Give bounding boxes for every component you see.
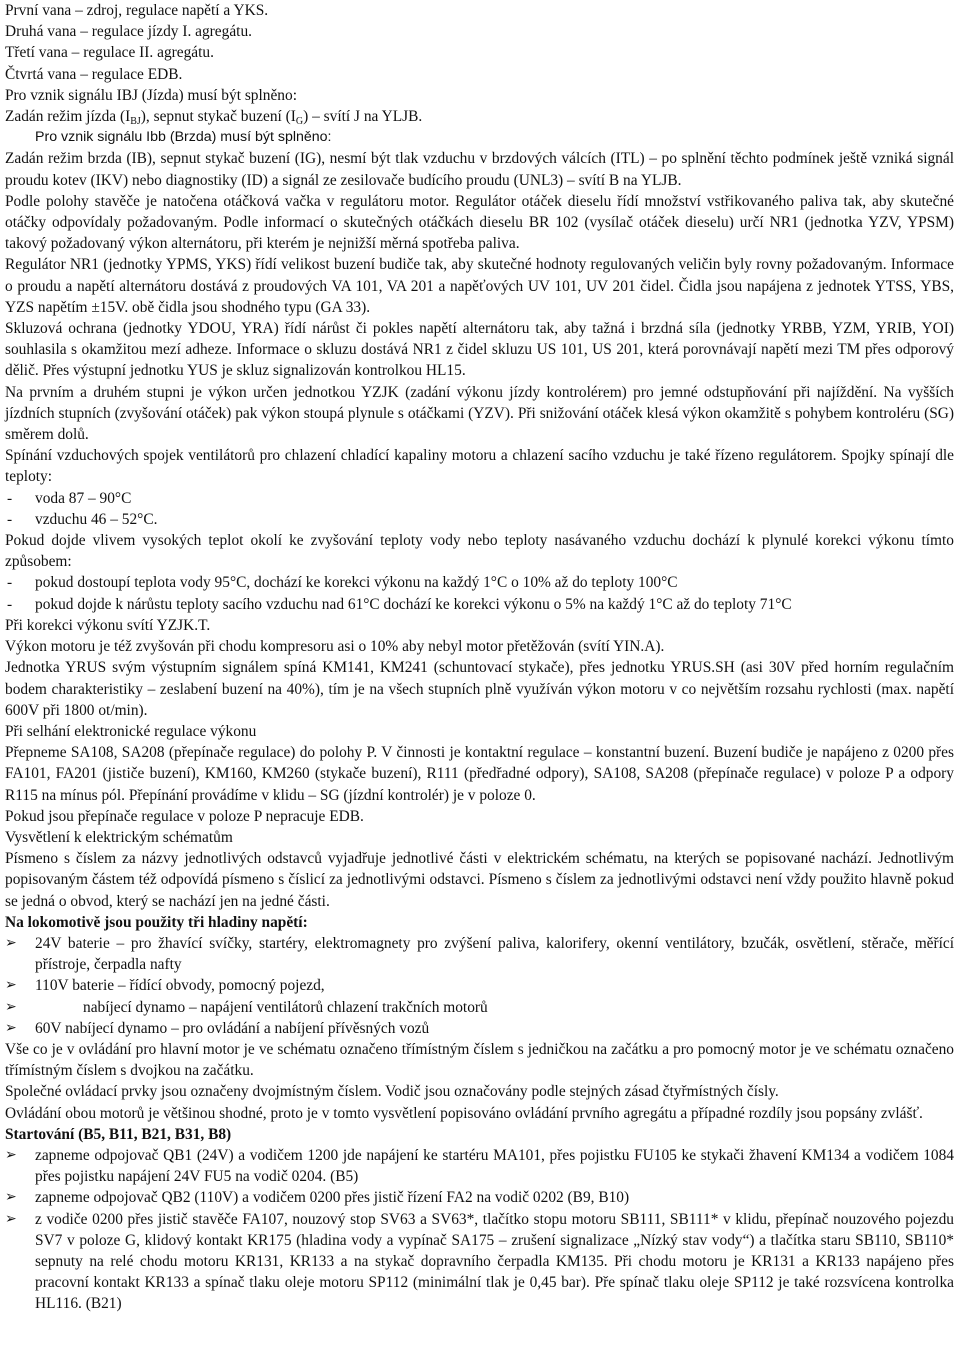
list-item: ➢ zapneme odpojovač QB1 (24V) a vodičem 1200 jde napájení ke startéru MA101, přes pojistku FU105 ke stykači žhavení KM134 a vodičem 1084 přes pojistku napájení 24V FU5 na vodič 0204. (B5) [5,1146,954,1186]
para-stupne: Na prvním a druhém stupni je výkon určen jednotkou YZJK (zadání výkonu jízdy kontrolérem) pro jemné odstupňování při najíždění. Na vyšších jízdních stupních (zvyšování otáček) pak výkon stoupá plynule s otáčkami (YZV). Při snižování otáček klesá výkon okamžitě s pohybem kontroléru (SG) směrem dolů. [5,383,954,444]
arrow-bullet-icon: ➢ [5,1020,17,1036]
para-brzda: Zadán režim brzda (IB), sepnut stykač buzení (IG), nesmí být tlak vzduchu v brzdových válcích (ITL) – po splnění těchto podmínek ještě vzniká signál proudu kotev (IKV) nebo diagnostiky (ID) a signál ze zesilovače budícího proudu (UNL3) – svítí B na YLJB. [5,150,954,189]
arrow-bullet-icon: ➢ [5,1190,17,1206]
line-treti-vana: Třetí vana – regulace II. agregátu. [5,44,214,62]
list-item: ➢ 110V baterie – řídící obvody, pomocný pojezd, [5,975,954,996]
arrow-bullet-icon: ➢ [5,1211,17,1227]
para-skluz: Skluzová ochrana (jednotky YDOU, YRA) řídí nárůst či pokles napětí alternátoru tak, aby tažná i brzdná síla (jednotky YRBB, YZM, YRIB, YOI) souhlasila s okamžitou mezí adheze. Informace o skluzu dostává NR1 z čidel skluzu US 101, US 201, která porovnávají napětí mezi TM přes odporový dělič. Přes výstupní jednotku YUS je skluz signalizován kontrolkou HL15. [5,320,954,380]
line-ctvrta-vana: Čtvrtá vana – regulace EDB. [5,65,183,83]
para-regulator: Podle polohy stavěče je natočena otáčková vačka v regulátoru motor. Regulátor otáček dieselu řídí množství vstřikovaného paliva tak, aby skutečné otáčky odpovídaly požadovaným. Podle informací o skutečných otáčkách dieselu BR 102 (vysílač otáček dieselu) určí NR1 (jednotka YZV, YPSM) takový požadovaný výkon alternátoru, při kterém je nejnižší měrná spotřeba paliva. [5,192,954,253]
arrow-bullet-icon: ➢ [5,935,17,951]
line-signal-ibj: Pro vznik signálu IBJ (Jízda) musí být splněno: [5,86,297,104]
line-kompresor: Výkon motoru je též zvyšován při chodu kompresoru asi o 10% aby nebyl motor přetěžován (svítí YIN.A). [5,638,665,656]
line-rezim-jizda: Zadán režim jízda $(I_{BJ})$, sepnut stykač buzení $(I_G)$ – svítí J na YLJB. [5,108,423,128]
list-item: - pokud dostoupí teplota vody 95°C, dochází ke korekci výkonu na každý 1°C o 10% až do teploty 100°C [7,574,678,592]
para-spojky: Spínání vzduchových spojek ventilátorů pro chlazení chladící kapaliny motoru a chlazení sacího vzduchu je také řízeno regulátorem. Spojky spínají dle teploty: [5,447,954,486]
heading-startovani: Startování (B5, B11, B21, B31, B8) [5,1125,232,1143]
line-signal-ibb: Pro vznik signálu Ibb (Brzda) musí být splněno: [35,129,332,146]
list-item: - voda 87 – 90°C [7,489,132,507]
list-item: ➢ z vodiče 0200 přes jistič stavěče FA107, nouzový stop SV63 a SV63*, tlačítko stopu motoru SB111, SB111* v klidu, přepínač nouzového pojezdu SV7 v poloze G, klidový kontakt KR175 (hladina vody a vypínač SA175 – zrušení signalizace „Nízký stav vody“) a tlačítka staru SB110, SB110* sepnuty na relé chodu motoru KR131, KR133 a na stykač dopravního čerpadla KM135. Při chodu motoru je KR131 a KR133 napájeno přes pracovní kontakt KR133 a spínač tlaku oleje motoru SP112 (minimální tlak je 0,45 bar). Pře spínač tlaku oleje SP112 je také rozsvícena kontrolka HL116. (B21) [5,1210,954,1313]
line-spolecne: Společné ovládací prvky jsou označeny dvojmístným číslem. Vodič jsou označovány podle stejných zásad čtyřmístných čísly. [5,1083,779,1101]
line-druha-vana: Druhá vana – regulace jízdy I. agregátu. [5,23,252,41]
line-prvni-vana: První vana – zdroj, regulace napětí a YKS. [5,2,269,19]
para-prepneme: Přepneme SA108, SA208 (přepínače regulace) do polohy P. V činnosti je kontaktní regulace – konstantní buzení. Buzení budiče je napájeno z 0200 přes FA101, FA201 (jističe buzení), KM160, KM260 (stykače buzení), R111 (předřadné odpory), SA108, SA208 (přepínače regulace) v poloze P a odpory R115 na mínus pól. Přepínání provádíme v klidu – SG (jízdní kontrolér) je v poloze 0. [5,744,954,804]
list-item: ➢ zapneme odpojovač QB2 (110V) a vodičem 0200 přes jistič řízení FA2 na vodič 0202 (B9, B10) [5,1187,954,1208]
para-nr1: Regulátor NR1 (jednotky YPMS, YKS) řídí velikost buzení budiče tak, aby skutečné hodnoty regulovaných veličin byly rovny požadovaným. Informace o proudu a napětí alternátoru dostává z proudových VA 101, VA 201 a napěťových UV 101, UV 201 čidel. Čidla jsou napájena z jednotek YTSS, YBS, YZS napětím ±15V. obě čidla jsou shodného typu (GA 33). [5,256,954,316]
para-teploty: Pokud dojde vlivem vysokých teplot okolí ke zvyšování teploty vody nebo teploty nasávaného vzduchu dochází k plynulé korekci výkonu tímto způsobem: [5,532,954,571]
para-pismeno: Písmeno s číslem za názvy jednotlivých odstavců vyjadřuje jednotlivé části v elektrickém schématu, na kterých se popisované nachází. Jednotlivým popisovaným částem též odpovídá písmeno s číslicí za jednotlivými odstavci. Písmeno s číslem za jednotlivými odstavci není vždy použito hlavně pokud se jedná o obvod, který se nachází jen na jedné části. [5,850,954,910]
line-yzjkt: Při korekci výkonu svítí YZJK.T. [5,616,211,634]
list-item: - pokud dojde k nárůstu teploty sacího vzduchu nad 61°C dochází ke korekci výkonu o 5% na každý 1°C až do teploty 71°C [7,595,792,613]
line-edb: Pokud jsou přepínače regulace v poloze P nepracuje EDB. [5,807,364,825]
list-item: ➢ nabíjecí dynamo – napájení ventilátorů chlazení trakčních motorů [5,997,954,1018]
line-selhani: Při selhání elektronické regulace výkonu [5,722,257,740]
line-vysvetleni: Vysvětlení k elektrickým schématům [5,828,233,846]
heading-hladiny: Na lokomotivě jsou použity tři hladiny napětí: [5,913,308,931]
list-item: ➢ 60V nabíjecí dynamo – pro ovládání a nabíjení přívěsných vozů [5,1018,954,1039]
para-ovladani: Vše co je v ovládání pro hlavní motor je ve schématu označeno třímístným číslem s jedničkou na začátku a pro pomocný motor je ve schématu označeno třímístným číslem s dvojkou na začátku. [5,1040,954,1080]
list-item: ➢ 24V baterie – pro žhavící svíčky, startéry, elektromagnety pro zvýšení paliva, kalorifery, okenní ventilátory, bzučák, osvětlení, stěrače, měřící přístroje, čerpadla nafty [5,934,954,974]
arrow-bullet-icon: ➢ [5,1147,17,1163]
arrow-bullet-icon: ➢ [5,978,17,994]
arrow-bullet-icon: ➢ [5,999,17,1015]
para-yrus: Jednotka YRUS svým výstupním signálem spíná KM141, KM241 (schuntovací stykače), přes jednotku YRUS.SH (asi 30V před horním regulačním bodem charakteristiky – zeslabení buzení na 40%), tím je na všech stupních plně využíván výkon motoru v co největším rozsahu rychlosti (max. napětí 600V při 1800 ot/min). [5,659,954,719]
para-obou: Ovládání obou motorů je většinou shodné, proto je v tomto vysvětlení popisováno ovládání prvního agregátu a případné rozdíly jsou popsány zvlášť. [5,1104,923,1122]
list-item: - vzduchu 46 – 52°C. [7,510,158,528]
